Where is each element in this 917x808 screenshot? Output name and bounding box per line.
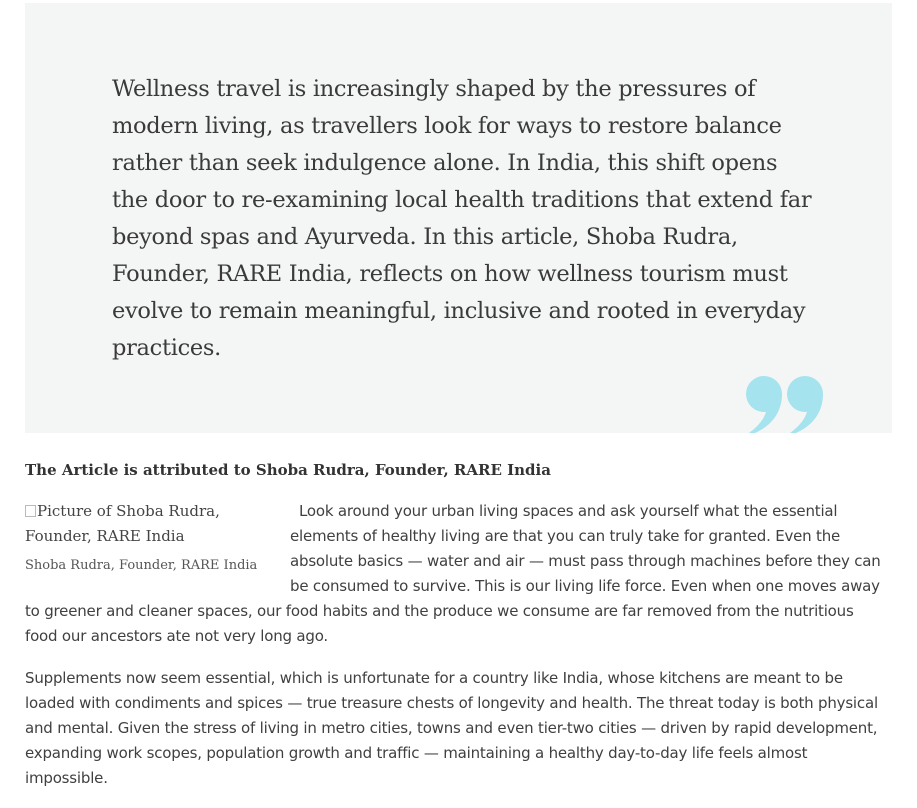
author-photo-caption: Shoba Rudra, Founder, RARE India	[25, 558, 258, 573]
article-body	[25, 499, 885, 808]
author-figure	[25, 499, 278, 576]
author-photo	[25, 499, 278, 549]
broken-image-icon	[25, 505, 36, 517]
author-photo-alt-text: Picture of Shoba Rudra, Founder, RARE India	[25, 502, 220, 545]
article-paragraph-2: Supplements now seem essential, which is unfortunate for a country like India, whose kitchens are meant to be loaded with condiments and spices — true treasure chests of longevity and health. The threat today is both physical and mental. Given the stress of living in metro cities, towns and even tier-two cities — driven by rapid development, expanding work scopes, population growth and traffic — maintaining a healthy day-to-day life feels almost impossible.	[25, 669, 878, 787]
article-attribution: The Article is attributed to Shoba Rudra, Founder, RARE India	[25, 461, 551, 479]
closing-quote-icon	[745, 375, 829, 433]
pull-quote	[25, 3, 892, 433]
pull-quote-text: Wellness travel is increasingly shaped by the pressures of modern living, as travellers look for ways to restore balance rather than seek indulgence alone. In India, this shift opens the door to re-examining local health traditions that extend far beyond spas and Ayurveda. In this article, Shoba Rudra, Founder, RARE India, reflects on how wellness tourism must evolve to remain meaningful, inclusive and rooted in everyday practices.	[112, 76, 812, 361]
article-paragraph-1: Look around your urban living spaces and ask yourself what the essential elements of healthy living are that you can truly take for granted. Even the absolute basics — water and air — must pass through machines before they can be consumed to survive. This is our living life force. Even when one moves away to greener and cleaner spaces, our food habits and the produce we consume are far removed from the nutritious food our ancestors ate not very long ago.	[25, 502, 881, 645]
